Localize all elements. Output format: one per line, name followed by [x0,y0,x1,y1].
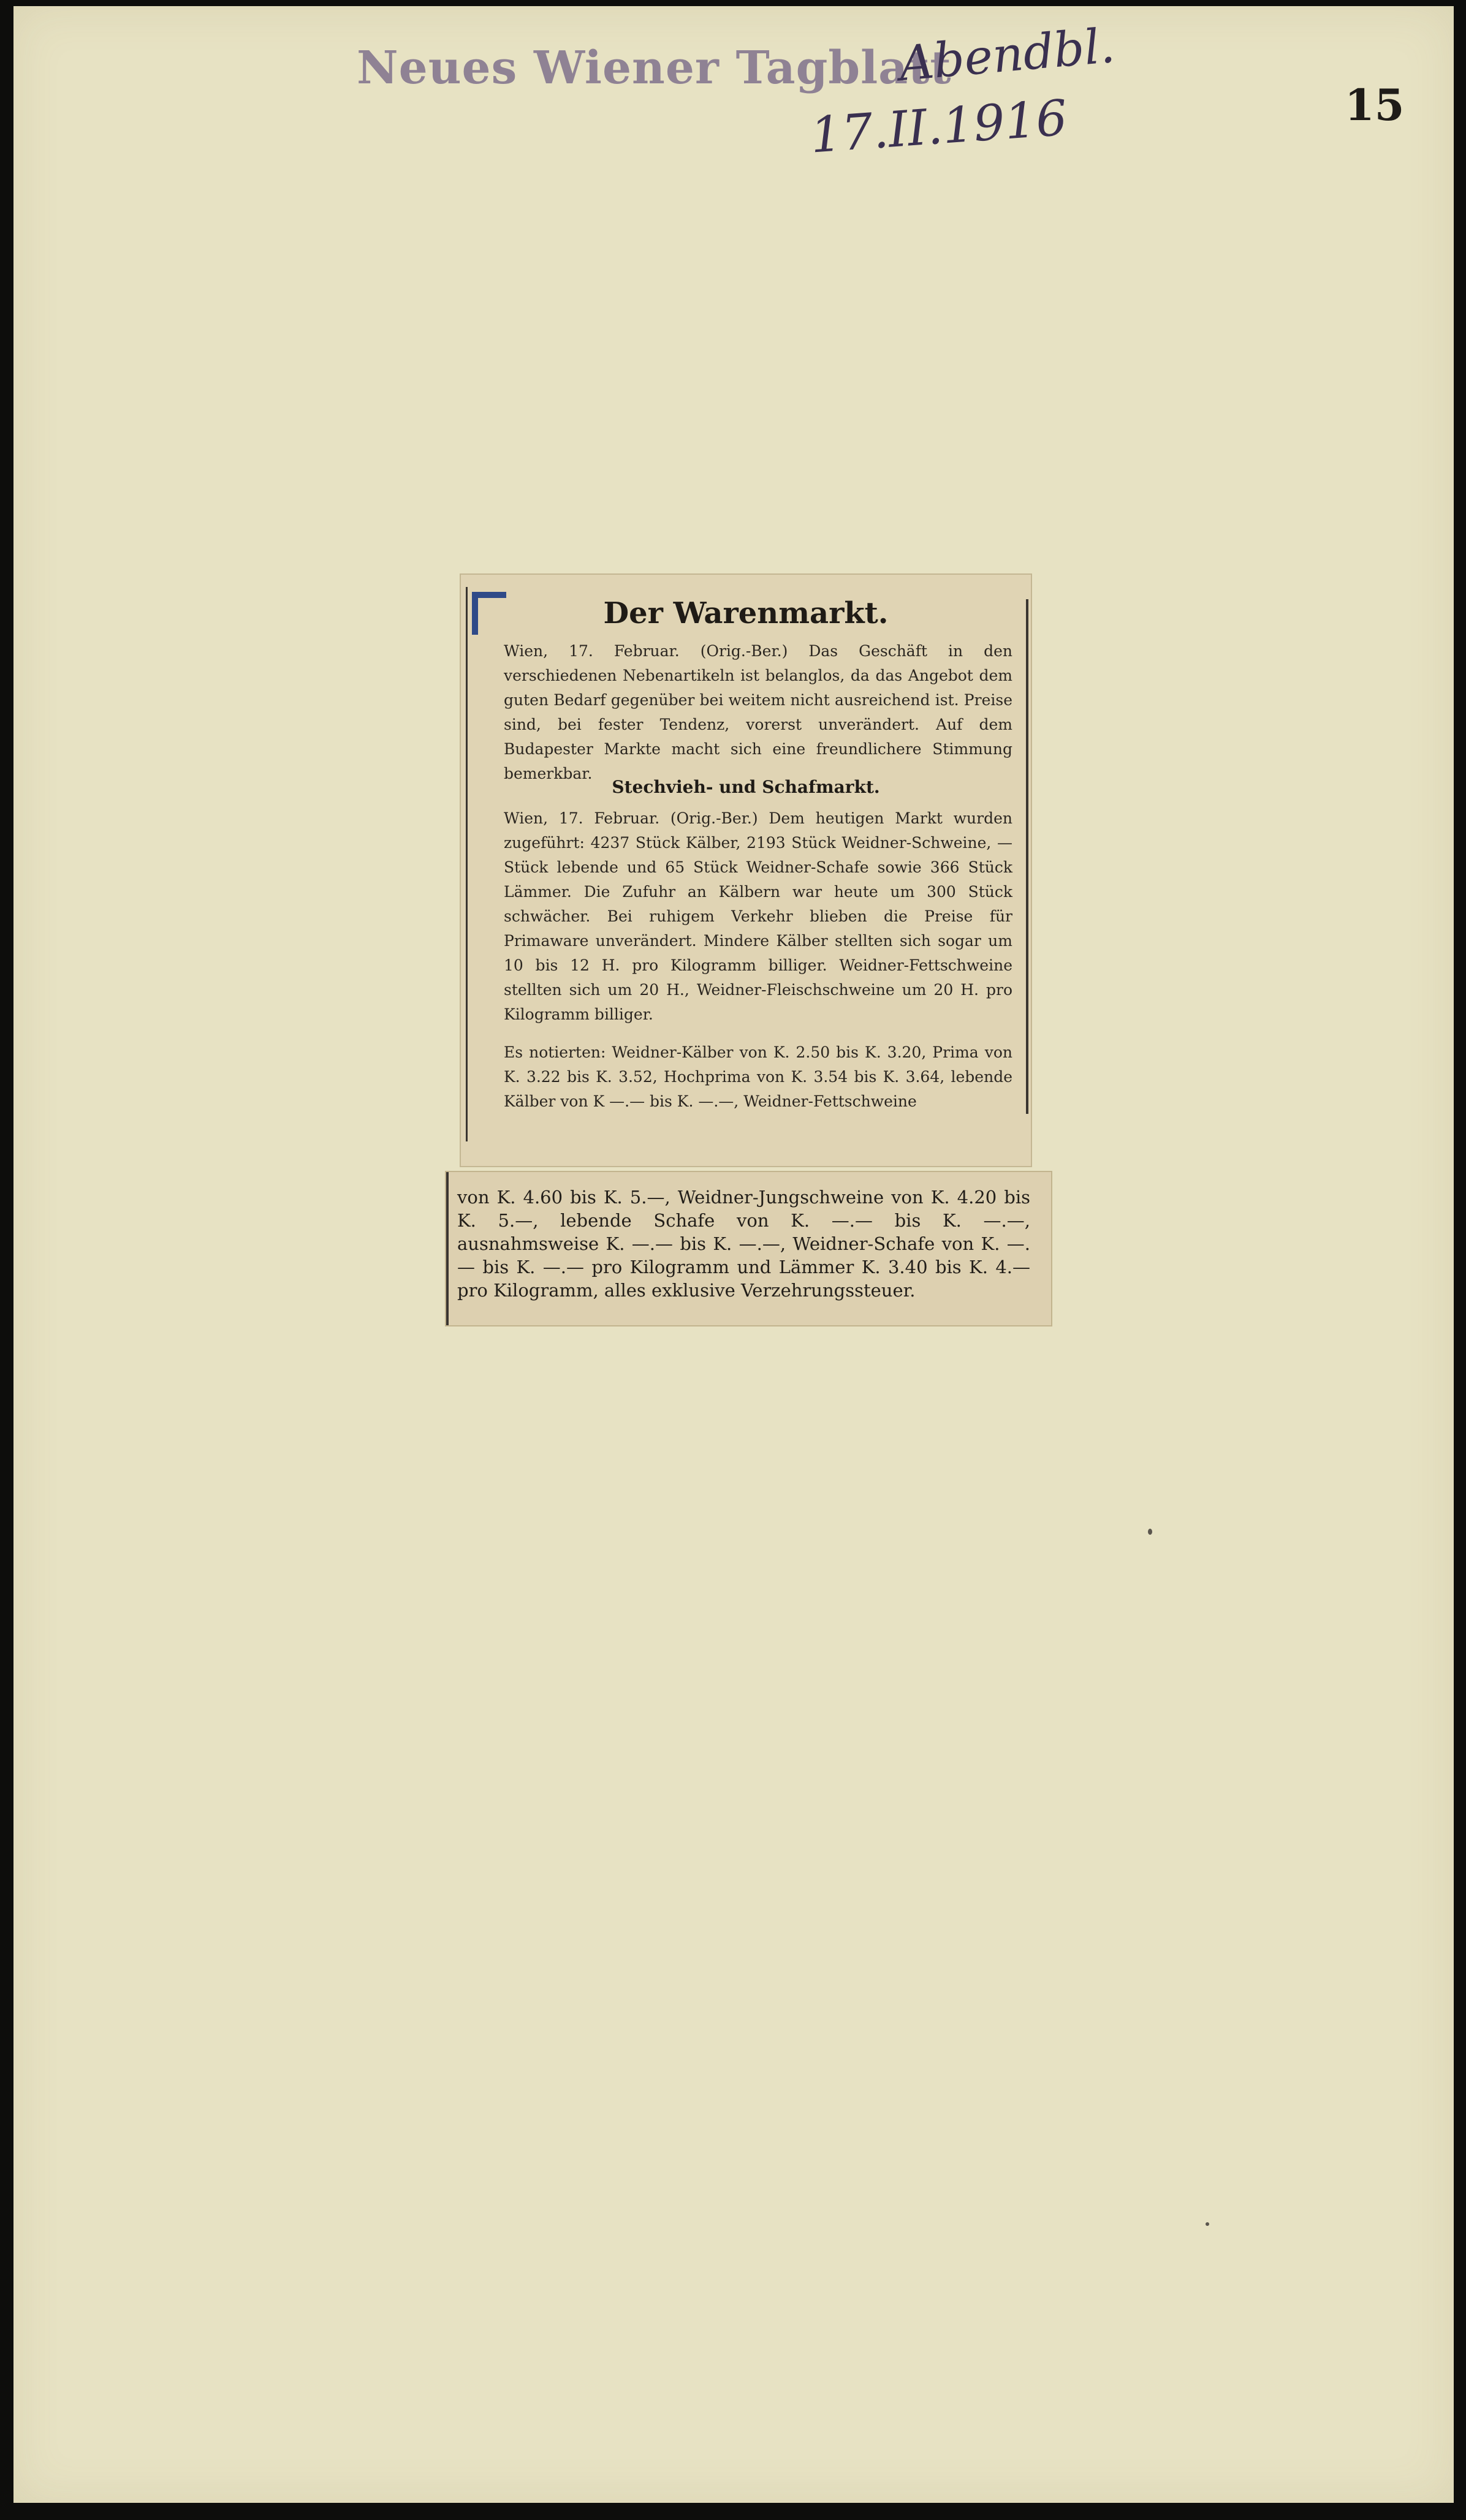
newspaper-clipping [461,575,1031,1166]
handwritten-date: 17.II.1916 [808,89,1069,164]
paper-speck [1148,1529,1152,1535]
article-paragraph-1: Wien, 17. Februar. (Orig.-Ber.) Das Geschäft in den verschiedenen Nebenartikeln ist belanglos, da das Angebot dem guten Bedarf gegenüber bei weitem nicht ausreichend ist. Preise sind, bei fester Tendenz, vorerst unverändert. Auf dem Budapester Markte macht sich eine freundlichere Stimmung bemerkbar. [504,642,1012,782]
newspaper-clipping-continuation [446,1172,1051,1325]
article-paragraph-3: Es notierten: Weidner-Kälber von K. 2.50 bis K. 3.20, Prima von K. 3.22 bis K. 3.52, Hochprima von K. 3.54 bis K. 3.64, lebende Kälber von K —.— bis K. —.—, Weidner-Fettschweine [504,1043,1012,1110]
handwritten-edition-note: Abendbl. [897,18,1117,93]
article-subheading: Stechvieh- und Schafmarkt. [612,777,880,797]
newspaper-stamp: Neues Wiener Tagblatt [357,42,952,94]
paper-speck [1206,2222,1209,2226]
page-number: 15 [1345,80,1405,131]
article-continuation-text: von K. 4.60 bis K. 5.—, Weidner-Jungschweine von K. 4.20 bis K. 5.—, lebende Schafe von K. —.— bis K. —.—, ausnahmsweise K. —.— bis K. —.—, Weidner-Schafe von K. —.— bis K. —.— pro Kilogramm und Lämmer K. 3.40 bis K. 4.— pro Kilogramm, alles exklusive Verzehrungssteuer. [457,1187,1030,1301]
article-paragraph-2: Wien, 17. Februar. (Orig.-Ber.) Dem heutigen Markt wurden zugeführt: 4237 Stück Kälber, 2193 Stück Weidner-Schweine, — Stück lebende und 65 Stück Weidner-Schafe sowie 366 Stück Lämmer. Die Zufuhr an Kälbern war heute um 300 Stück schwächer. Bei ruhigem Verkehr blieben die Preise für Primaware unverändert. Mindere Kälber stellten sich sogar um 10 bis 12 H. pro Kilogramm billiger. Weidner-Fettschweine stellten sich um 20 H., Weidner-Fleischschweine um 20 H. pro Kilogramm billiger. [504,809,1012,1023]
article-title: Der Warenmarkt. [603,596,889,630]
